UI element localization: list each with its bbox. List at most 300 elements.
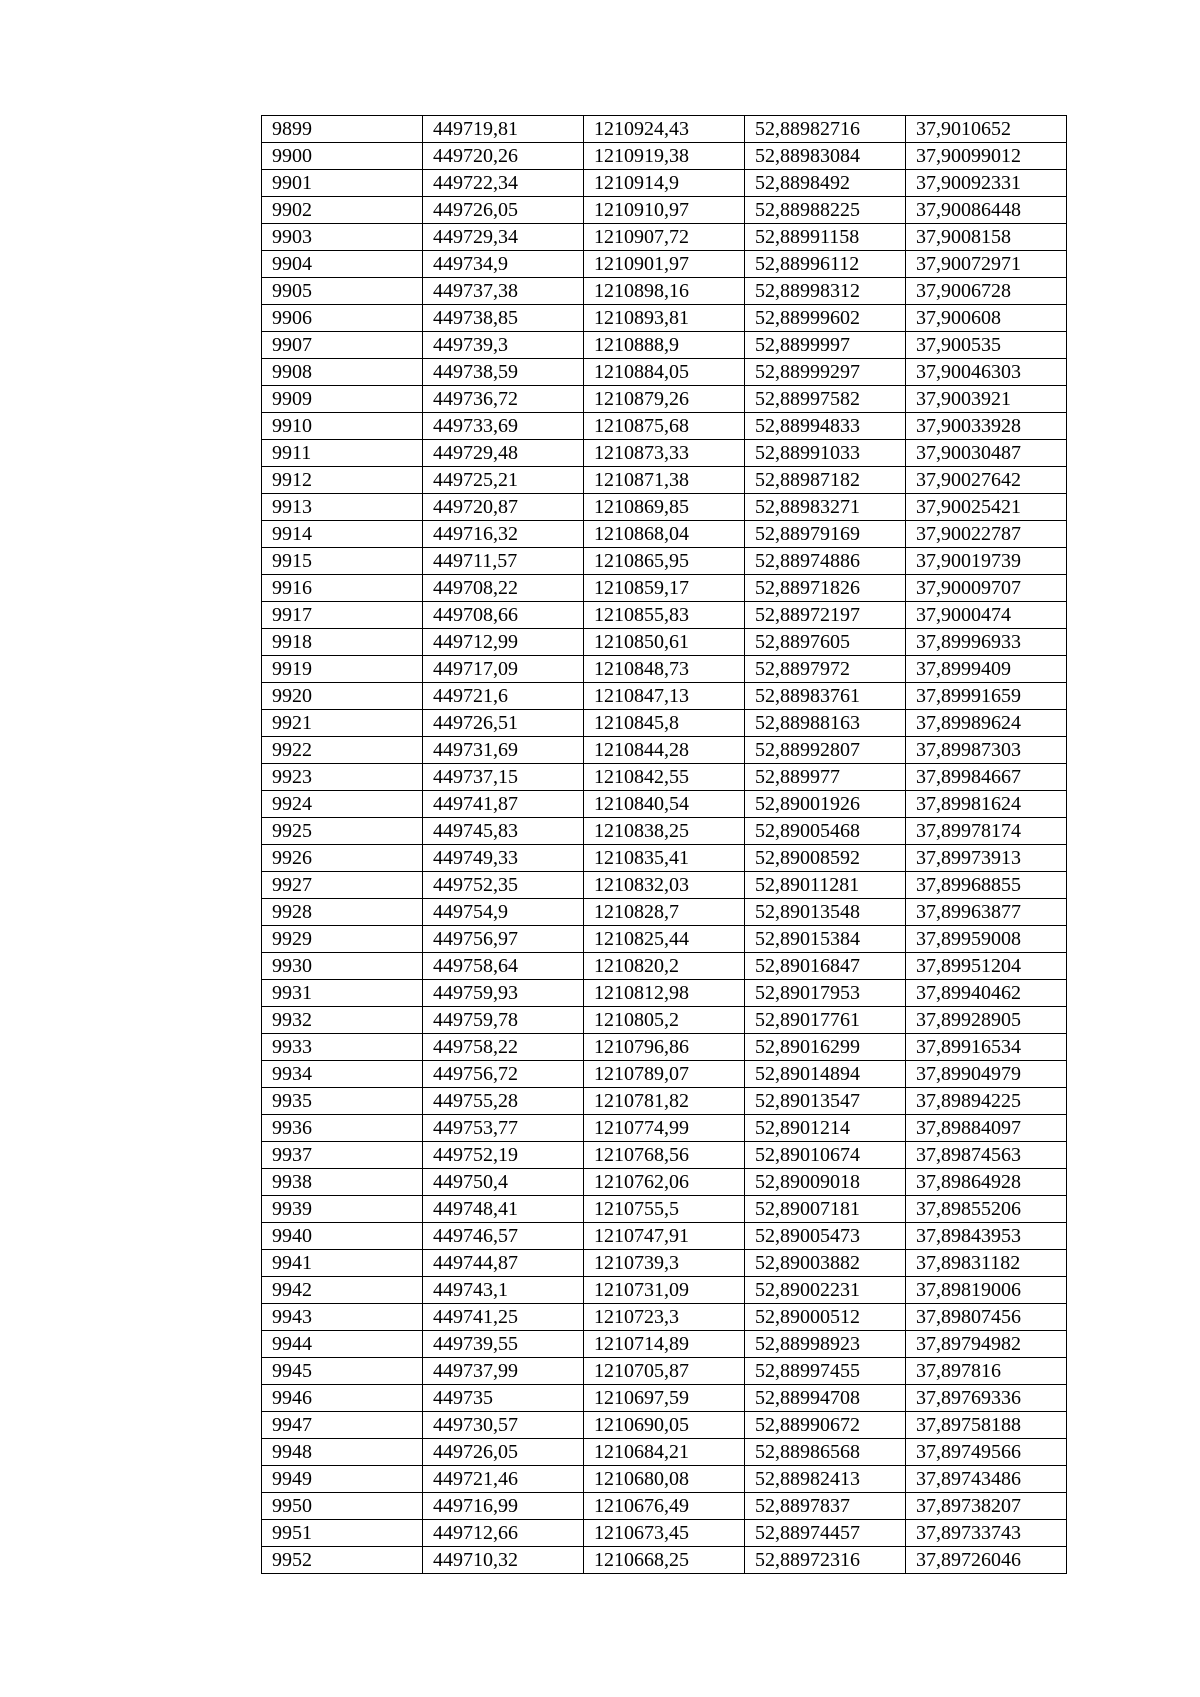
- latitude-cell: 52,88983761: [745, 683, 906, 710]
- y-coordinate-cell: 1210828,7: [584, 899, 745, 926]
- x-coordinate-cell: 449741,87: [423, 791, 584, 818]
- x-coordinate-cell: 449756,72: [423, 1061, 584, 1088]
- y-coordinate-cell: 1210919,38: [584, 143, 745, 170]
- y-coordinate-cell: 1210789,07: [584, 1061, 745, 1088]
- point-number-cell: 9952: [262, 1547, 423, 1574]
- point-number-cell: 9928: [262, 899, 423, 926]
- point-number-cell: 9929: [262, 926, 423, 953]
- point-number-cell: 9948: [262, 1439, 423, 1466]
- table-row: [262, 1412, 1067, 1439]
- x-coordinate-cell: 449711,57: [423, 548, 584, 575]
- y-coordinate-cell: 1210907,72: [584, 224, 745, 251]
- y-coordinate-cell: 1210884,05: [584, 359, 745, 386]
- latitude-cell: 52,89001926: [745, 791, 906, 818]
- point-number-cell: 9931: [262, 980, 423, 1007]
- y-coordinate-cell: 1210705,87: [584, 1358, 745, 1385]
- longitude-cell: 37,89831182: [906, 1250, 1067, 1277]
- longitude-cell: 37,89758188: [906, 1412, 1067, 1439]
- longitude-cell: 37,900608: [906, 305, 1067, 332]
- table-row: [262, 1277, 1067, 1304]
- longitude-cell: 37,89968855: [906, 872, 1067, 899]
- x-coordinate-cell: 449712,66: [423, 1520, 584, 1547]
- longitude-cell: 37,90009707: [906, 575, 1067, 602]
- y-coordinate-cell: 1210848,73: [584, 656, 745, 683]
- y-coordinate-cell: 1210844,28: [584, 737, 745, 764]
- x-coordinate-cell: 449726,51: [423, 710, 584, 737]
- y-coordinate-cell: 1210914,9: [584, 170, 745, 197]
- latitude-cell: 52,88987182: [745, 467, 906, 494]
- x-coordinate-cell: 449738,59: [423, 359, 584, 386]
- y-coordinate-cell: 1210910,97: [584, 197, 745, 224]
- table-row: [262, 1223, 1067, 1250]
- latitude-cell: 52,8897837: [745, 1493, 906, 1520]
- x-coordinate-cell: 449743,1: [423, 1277, 584, 1304]
- latitude-cell: 52,88991033: [745, 440, 906, 467]
- y-coordinate-cell: 1210838,25: [584, 818, 745, 845]
- x-coordinate-cell: 449752,35: [423, 872, 584, 899]
- point-number-cell: 9905: [262, 278, 423, 305]
- x-coordinate-cell: 449734,9: [423, 251, 584, 278]
- point-number-cell: 9927: [262, 872, 423, 899]
- table-row: [262, 170, 1067, 197]
- longitude-cell: 37,89963877: [906, 899, 1067, 926]
- table-row: [262, 143, 1067, 170]
- latitude-cell: 52,88979169: [745, 521, 906, 548]
- y-coordinate-cell: 1210879,26: [584, 386, 745, 413]
- table-row: [262, 224, 1067, 251]
- point-number-cell: 9918: [262, 629, 423, 656]
- table-row: [262, 791, 1067, 818]
- longitude-cell: 37,89973913: [906, 845, 1067, 872]
- y-coordinate-cell: 1210835,41: [584, 845, 745, 872]
- table-row: [262, 926, 1067, 953]
- x-coordinate-cell: 449754,9: [423, 899, 584, 926]
- longitude-cell: 37,89894225: [906, 1088, 1067, 1115]
- latitude-cell: 52,88971826: [745, 575, 906, 602]
- point-number-cell: 9920: [262, 683, 423, 710]
- x-coordinate-cell: 449729,34: [423, 224, 584, 251]
- point-number-cell: 9940: [262, 1223, 423, 1250]
- point-number-cell: 9951: [262, 1520, 423, 1547]
- longitude-cell: 37,89984667: [906, 764, 1067, 791]
- point-number-cell: 9912: [262, 467, 423, 494]
- x-coordinate-cell: 449736,72: [423, 386, 584, 413]
- x-coordinate-cell: 449716,99: [423, 1493, 584, 1520]
- x-coordinate-cell: 449739,55: [423, 1331, 584, 1358]
- y-coordinate-cell: 1210762,06: [584, 1169, 745, 1196]
- y-coordinate-cell: 1210850,61: [584, 629, 745, 656]
- x-coordinate-cell: 449708,22: [423, 575, 584, 602]
- table-row: [262, 467, 1067, 494]
- longitude-cell: 37,90033928: [906, 413, 1067, 440]
- point-number-cell: 9938: [262, 1169, 423, 1196]
- table-row: [262, 1304, 1067, 1331]
- point-number-cell: 9936: [262, 1115, 423, 1142]
- x-coordinate-cell: 449752,19: [423, 1142, 584, 1169]
- x-coordinate-cell: 449726,05: [423, 1439, 584, 1466]
- longitude-cell: 37,89855206: [906, 1196, 1067, 1223]
- point-number-cell: 9930: [262, 953, 423, 980]
- point-number-cell: 9947: [262, 1412, 423, 1439]
- point-number-cell: 9924: [262, 791, 423, 818]
- y-coordinate-cell: 1210893,81: [584, 305, 745, 332]
- longitude-cell: 37,89843953: [906, 1223, 1067, 1250]
- y-coordinate-cell: 1210865,95: [584, 548, 745, 575]
- table-row: [262, 1007, 1067, 1034]
- x-coordinate-cell: 449733,69: [423, 413, 584, 440]
- table-row: [262, 575, 1067, 602]
- longitude-cell: 37,89738207: [906, 1493, 1067, 1520]
- longitude-cell: 37,90092331: [906, 170, 1067, 197]
- point-number-cell: 9944: [262, 1331, 423, 1358]
- longitude-cell: 37,9003921: [906, 386, 1067, 413]
- point-number-cell: 9913: [262, 494, 423, 521]
- x-coordinate-cell: 449737,99: [423, 1358, 584, 1385]
- point-number-cell: 9935: [262, 1088, 423, 1115]
- latitude-cell: 52,8899997: [745, 332, 906, 359]
- latitude-cell: 52,89017953: [745, 980, 906, 1007]
- x-coordinate-cell: 449759,78: [423, 1007, 584, 1034]
- y-coordinate-cell: 1210871,38: [584, 467, 745, 494]
- latitude-cell: 52,889977: [745, 764, 906, 791]
- latitude-cell: 52,89014894: [745, 1061, 906, 1088]
- table-row: [262, 656, 1067, 683]
- table-row: [262, 494, 1067, 521]
- y-coordinate-cell: 1210888,9: [584, 332, 745, 359]
- longitude-cell: 37,9000474: [906, 602, 1067, 629]
- y-coordinate-cell: 1210812,98: [584, 980, 745, 1007]
- longitude-cell: 37,90022787: [906, 521, 1067, 548]
- x-coordinate-cell: 449739,3: [423, 332, 584, 359]
- longitude-cell: 37,89864928: [906, 1169, 1067, 1196]
- longitude-cell: 37,90025421: [906, 494, 1067, 521]
- point-number-cell: 9907: [262, 332, 423, 359]
- latitude-cell: 52,88994833: [745, 413, 906, 440]
- latitude-cell: 52,89015384: [745, 926, 906, 953]
- longitude-cell: 37,89991659: [906, 683, 1067, 710]
- latitude-cell: 52,88986568: [745, 1439, 906, 1466]
- table-row: [262, 602, 1067, 629]
- longitude-cell: 37,90099012: [906, 143, 1067, 170]
- point-number-cell: 9915: [262, 548, 423, 575]
- table-row: [262, 1439, 1067, 1466]
- table-row: [262, 413, 1067, 440]
- y-coordinate-cell: 1210714,89: [584, 1331, 745, 1358]
- table-row: [262, 899, 1067, 926]
- latitude-cell: 52,89009018: [745, 1169, 906, 1196]
- table-row: [262, 1061, 1067, 1088]
- x-coordinate-cell: 449726,05: [423, 197, 584, 224]
- y-coordinate-cell: 1210796,86: [584, 1034, 745, 1061]
- longitude-cell: 37,89769336: [906, 1385, 1067, 1412]
- y-coordinate-cell: 1210855,83: [584, 602, 745, 629]
- latitude-cell: 52,89005468: [745, 818, 906, 845]
- y-coordinate-cell: 1210690,05: [584, 1412, 745, 1439]
- y-coordinate-cell: 1210873,33: [584, 440, 745, 467]
- latitude-cell: 52,89008592: [745, 845, 906, 872]
- point-number-cell: 9909: [262, 386, 423, 413]
- longitude-cell: 37,89904979: [906, 1061, 1067, 1088]
- y-coordinate-cell: 1210768,56: [584, 1142, 745, 1169]
- longitude-cell: 37,89989624: [906, 710, 1067, 737]
- table-row: [262, 1115, 1067, 1142]
- x-coordinate-cell: 449708,66: [423, 602, 584, 629]
- longitude-cell: 37,89874563: [906, 1142, 1067, 1169]
- x-coordinate-cell: 449750,4: [423, 1169, 584, 1196]
- table-row: [262, 440, 1067, 467]
- x-coordinate-cell: 449744,87: [423, 1250, 584, 1277]
- longitude-cell: 37,89978174: [906, 818, 1067, 845]
- longitude-cell: 37,90072971: [906, 251, 1067, 278]
- y-coordinate-cell: 1210875,68: [584, 413, 745, 440]
- latitude-cell: 52,8897972: [745, 656, 906, 683]
- x-coordinate-cell: 449731,69: [423, 737, 584, 764]
- latitude-cell: 52,8897605: [745, 629, 906, 656]
- latitude-cell: 52,89007181: [745, 1196, 906, 1223]
- point-number-cell: 9941: [262, 1250, 423, 1277]
- y-coordinate-cell: 1210901,97: [584, 251, 745, 278]
- point-number-cell: 9911: [262, 440, 423, 467]
- point-number-cell: 9943: [262, 1304, 423, 1331]
- y-coordinate-cell: 1210842,55: [584, 764, 745, 791]
- point-number-cell: 9914: [262, 521, 423, 548]
- latitude-cell: 52,88974886: [745, 548, 906, 575]
- table-row: [262, 1358, 1067, 1385]
- latitude-cell: 52,88999602: [745, 305, 906, 332]
- point-number-cell: 9932: [262, 1007, 423, 1034]
- latitude-cell: 52,88972197: [745, 602, 906, 629]
- point-number-cell: 9919: [262, 656, 423, 683]
- y-coordinate-cell: 1210859,17: [584, 575, 745, 602]
- x-coordinate-cell: 449721,46: [423, 1466, 584, 1493]
- table-row: [262, 278, 1067, 305]
- latitude-cell: 52,88998312: [745, 278, 906, 305]
- y-coordinate-cell: 1210747,91: [584, 1223, 745, 1250]
- longitude-cell: 37,89940462: [906, 980, 1067, 1007]
- latitude-cell: 52,88997582: [745, 386, 906, 413]
- y-coordinate-cell: 1210755,5: [584, 1196, 745, 1223]
- latitude-cell: 52,89002231: [745, 1277, 906, 1304]
- latitude-cell: 52,89003882: [745, 1250, 906, 1277]
- y-coordinate-cell: 1210845,8: [584, 710, 745, 737]
- longitude-cell: 37,9010652: [906, 116, 1067, 143]
- x-coordinate-cell: 449730,57: [423, 1412, 584, 1439]
- longitude-cell: 37,8999409: [906, 656, 1067, 683]
- y-coordinate-cell: 1210723,3: [584, 1304, 745, 1331]
- point-number-cell: 9908: [262, 359, 423, 386]
- x-coordinate-cell: 449737,15: [423, 764, 584, 791]
- y-coordinate-cell: 1210676,49: [584, 1493, 745, 1520]
- x-coordinate-cell: 449722,34: [423, 170, 584, 197]
- latitude-cell: 52,89016299: [745, 1034, 906, 1061]
- latitude-cell: 52,8901214: [745, 1115, 906, 1142]
- latitude-cell: 52,88991158: [745, 224, 906, 251]
- coordinates-table-body: [262, 116, 1067, 1574]
- table-row: [262, 818, 1067, 845]
- x-coordinate-cell: 449755,28: [423, 1088, 584, 1115]
- x-coordinate-cell: 449717,09: [423, 656, 584, 683]
- longitude-cell: 37,89996933: [906, 629, 1067, 656]
- longitude-cell: 37,89726046: [906, 1547, 1067, 1574]
- table-row: [262, 629, 1067, 656]
- x-coordinate-cell: 449737,38: [423, 278, 584, 305]
- table-row: [262, 710, 1067, 737]
- point-number-cell: 9923: [262, 764, 423, 791]
- latitude-cell: 52,88983084: [745, 143, 906, 170]
- table-row: [262, 1169, 1067, 1196]
- latitude-cell: 52,89016847: [745, 953, 906, 980]
- point-number-cell: 9946: [262, 1385, 423, 1412]
- x-coordinate-cell: 449735: [423, 1385, 584, 1412]
- y-coordinate-cell: 1210805,2: [584, 1007, 745, 1034]
- table-row: [262, 1466, 1067, 1493]
- table-row: [262, 953, 1067, 980]
- latitude-cell: 52,89010674: [745, 1142, 906, 1169]
- latitude-cell: 52,89005473: [745, 1223, 906, 1250]
- point-number-cell: 9904: [262, 251, 423, 278]
- point-number-cell: 9933: [262, 1034, 423, 1061]
- point-number-cell: 9950: [262, 1493, 423, 1520]
- table-row: [262, 980, 1067, 1007]
- table-row: [262, 1250, 1067, 1277]
- longitude-cell: 37,90019739: [906, 548, 1067, 575]
- longitude-cell: 37,89987303: [906, 737, 1067, 764]
- point-number-cell: 9949: [262, 1466, 423, 1493]
- point-number-cell: 9939: [262, 1196, 423, 1223]
- table-row: [262, 845, 1067, 872]
- table-row: [262, 521, 1067, 548]
- longitude-cell: 37,90046303: [906, 359, 1067, 386]
- table-row: [262, 1331, 1067, 1358]
- latitude-cell: 52,88990672: [745, 1412, 906, 1439]
- point-number-cell: 9916: [262, 575, 423, 602]
- y-coordinate-cell: 1210898,16: [584, 278, 745, 305]
- table-row: [262, 1196, 1067, 1223]
- y-coordinate-cell: 1210868,04: [584, 521, 745, 548]
- table-row: [262, 116, 1067, 143]
- x-coordinate-cell: 449745,83: [423, 818, 584, 845]
- longitude-cell: 37,89749566: [906, 1439, 1067, 1466]
- table-row: [262, 1142, 1067, 1169]
- table-row: [262, 305, 1067, 332]
- table-row: [262, 764, 1067, 791]
- table-row: [262, 1493, 1067, 1520]
- latitude-cell: 52,88974457: [745, 1520, 906, 1547]
- x-coordinate-cell: 449725,21: [423, 467, 584, 494]
- latitude-cell: 52,88992807: [745, 737, 906, 764]
- point-number-cell: 9900: [262, 143, 423, 170]
- longitude-cell: 37,89884097: [906, 1115, 1067, 1142]
- table-row: [262, 683, 1067, 710]
- table-row: [262, 197, 1067, 224]
- table-row: [262, 737, 1067, 764]
- longitude-cell: 37,89951204: [906, 953, 1067, 980]
- table-row: [262, 251, 1067, 278]
- x-coordinate-cell: 449759,93: [423, 980, 584, 1007]
- table-row: [262, 359, 1067, 386]
- point-number-cell: 9917: [262, 602, 423, 629]
- point-number-cell: 9906: [262, 305, 423, 332]
- y-coordinate-cell: 1210924,43: [584, 116, 745, 143]
- x-coordinate-cell: 449738,85: [423, 305, 584, 332]
- table-row: [262, 1088, 1067, 1115]
- table-row: [262, 1385, 1067, 1412]
- x-coordinate-cell: 449721,6: [423, 683, 584, 710]
- x-coordinate-cell: 449756,97: [423, 926, 584, 953]
- point-number-cell: 9926: [262, 845, 423, 872]
- latitude-cell: 52,88996112: [745, 251, 906, 278]
- y-coordinate-cell: 1210680,08: [584, 1466, 745, 1493]
- x-coordinate-cell: 449746,57: [423, 1223, 584, 1250]
- y-coordinate-cell: 1210739,3: [584, 1250, 745, 1277]
- latitude-cell: 52,89000512: [745, 1304, 906, 1331]
- y-coordinate-cell: 1210847,13: [584, 683, 745, 710]
- x-coordinate-cell: 449720,26: [423, 143, 584, 170]
- latitude-cell: 52,88982413: [745, 1466, 906, 1493]
- point-number-cell: 9934: [262, 1061, 423, 1088]
- longitude-cell: 37,89959008: [906, 926, 1067, 953]
- x-coordinate-cell: 449748,41: [423, 1196, 584, 1223]
- table-row: [262, 332, 1067, 359]
- x-coordinate-cell: 449758,64: [423, 953, 584, 980]
- y-coordinate-cell: 1210825,44: [584, 926, 745, 953]
- longitude-cell: 37,89733743: [906, 1520, 1067, 1547]
- y-coordinate-cell: 1210684,21: [584, 1439, 745, 1466]
- y-coordinate-cell: 1210781,82: [584, 1088, 745, 1115]
- table-row: [262, 1547, 1067, 1574]
- x-coordinate-cell: 449749,33: [423, 845, 584, 872]
- point-number-cell: 9899: [262, 116, 423, 143]
- longitude-cell: 37,89807456: [906, 1304, 1067, 1331]
- longitude-cell: 37,89743486: [906, 1466, 1067, 1493]
- x-coordinate-cell: 449741,25: [423, 1304, 584, 1331]
- longitude-cell: 37,90027642: [906, 467, 1067, 494]
- point-number-cell: 9901: [262, 170, 423, 197]
- latitude-cell: 52,88988163: [745, 710, 906, 737]
- coordinates-table: [261, 115, 1067, 1574]
- longitude-cell: 37,897816: [906, 1358, 1067, 1385]
- latitude-cell: 52,88988225: [745, 197, 906, 224]
- longitude-cell: 37,89928905: [906, 1007, 1067, 1034]
- y-coordinate-cell: 1210869,85: [584, 494, 745, 521]
- table-row: [262, 386, 1067, 413]
- longitude-cell: 37,89819006: [906, 1277, 1067, 1304]
- longitude-cell: 37,89794982: [906, 1331, 1067, 1358]
- x-coordinate-cell: 449753,77: [423, 1115, 584, 1142]
- latitude-cell: 52,88982716: [745, 116, 906, 143]
- x-coordinate-cell: 449710,32: [423, 1547, 584, 1574]
- longitude-cell: 37,9008158: [906, 224, 1067, 251]
- point-number-cell: 9925: [262, 818, 423, 845]
- x-coordinate-cell: 449719,81: [423, 116, 584, 143]
- longitude-cell: 37,90030487: [906, 440, 1067, 467]
- longitude-cell: 37,900535: [906, 332, 1067, 359]
- latitude-cell: 52,89011281: [745, 872, 906, 899]
- x-coordinate-cell: 449716,32: [423, 521, 584, 548]
- latitude-cell: 52,88983271: [745, 494, 906, 521]
- y-coordinate-cell: 1210731,09: [584, 1277, 745, 1304]
- x-coordinate-cell: 449758,22: [423, 1034, 584, 1061]
- y-coordinate-cell: 1210673,45: [584, 1520, 745, 1547]
- latitude-cell: 52,88994708: [745, 1385, 906, 1412]
- latitude-cell: 52,89013547: [745, 1088, 906, 1115]
- point-number-cell: 9922: [262, 737, 423, 764]
- table-row: [262, 1520, 1067, 1547]
- point-number-cell: 9902: [262, 197, 423, 224]
- y-coordinate-cell: 1210820,2: [584, 953, 745, 980]
- latitude-cell: 52,88998923: [745, 1331, 906, 1358]
- longitude-cell: 37,89981624: [906, 791, 1067, 818]
